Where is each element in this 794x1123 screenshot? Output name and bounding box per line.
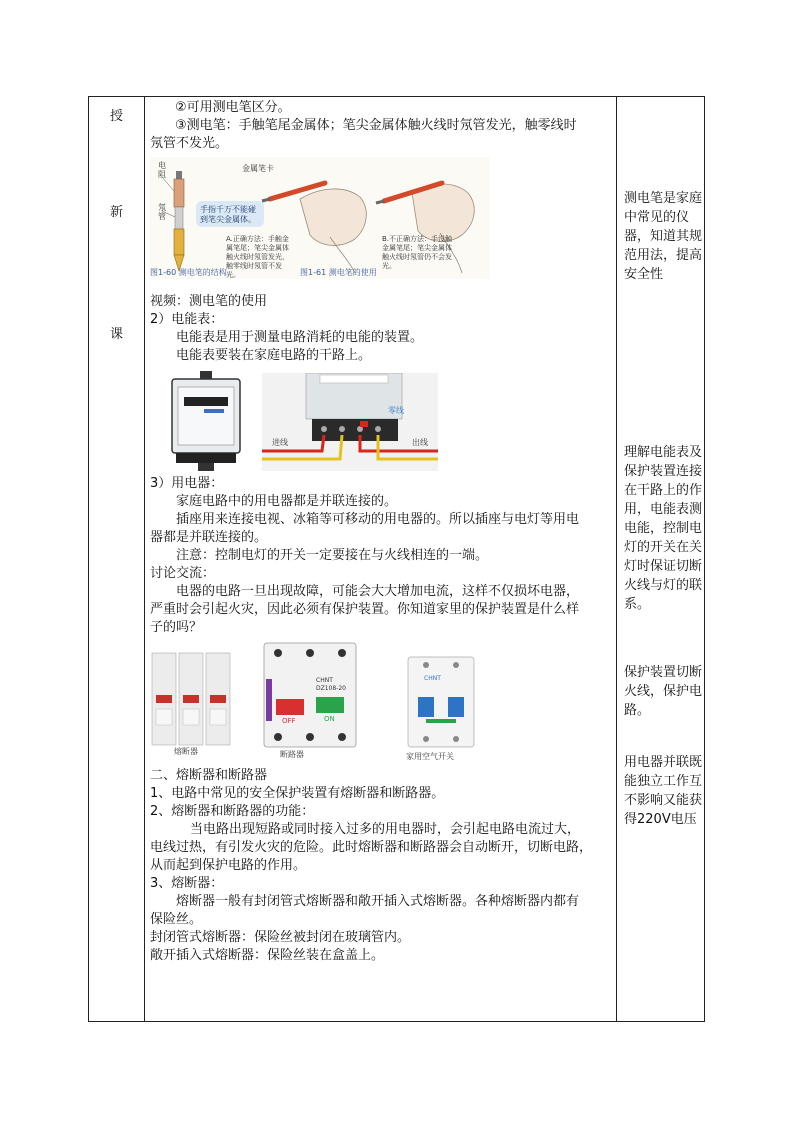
breaker-brand: CHNT	[316, 677, 333, 684]
air-switch-photo	[394, 653, 488, 763]
caption-correct: A.正确方法：手触金属笔尾；笔尖金属体触火线时氖管发光，触零线时氖管不发光。	[226, 235, 289, 279]
text-line: 视频：测电笔的使用	[150, 294, 268, 309]
note-test-pen: 测电笔是家庭中常见的仪器，知道其规范用法，提高安全性	[624, 191, 703, 282]
note-parallel: 用电器并联既能独立工作互不影响又能获得220V电压	[624, 755, 703, 827]
label-metal-clip: 金属笔卡	[242, 164, 274, 173]
text-line: ③测电笔：手触笔尾金属体；笔尖金属体触火线时氖管发光，触零线时	[175, 118, 577, 133]
section-heading: 二、熔断器和断路器	[150, 768, 268, 783]
text-line: 2、熔断器和断路器的功能：	[150, 804, 315, 819]
text-line: 敞开插入式熔断器：保险丝装在盒盖上。	[150, 948, 385, 963]
left-char-2: 新	[109, 205, 123, 220]
left-column	[89, 97, 144, 1021]
warning-bubble: 手指千万不能碰到笔尖金属体。	[200, 205, 256, 224]
air-switch-brand: CHNT	[424, 675, 441, 682]
text-line: 1、电路中常见的安全保护装置有熔断器和断路器。	[150, 786, 445, 801]
left-char-1: 授	[109, 109, 123, 124]
caption-incorrect: B.不正确方法：手没触金属笔尾；笔尖金属体触火线时氖管仍不会发光。	[382, 235, 453, 270]
label-nanguan: 氖管	[158, 203, 166, 221]
off-label: OFF	[282, 717, 296, 725]
text-line: 器都是并联连接的。	[150, 530, 268, 545]
fuse-photo	[150, 649, 234, 755]
content-column	[144, 97, 617, 1021]
electric-meter-photo	[168, 371, 244, 471]
text-line: ②可用测电笔区分。	[175, 100, 291, 115]
note-meter: 理解电能表及保护装置连接在干路上的作用，电能表测电能，控制电灯的开关在关灯时保证切断火线与灯的联系。	[624, 445, 703, 612]
text-line: 熔断器一般有封闭管式熔断器和敞开插入式熔断器。各种熔断器内都有	[176, 894, 580, 909]
text-line: 电能表是用于测量电路消耗的电能的装置。	[176, 330, 424, 345]
text-line: 家庭电路中的用电器都是并联连接的。	[176, 494, 398, 509]
breaker-caption: 断路器	[280, 750, 304, 759]
text-line: 电能表要装在家庭电路的干路上。	[176, 348, 372, 363]
breaker-model: DZ108-20	[316, 685, 346, 692]
lesson-table	[88, 96, 705, 1022]
left-char-3: 课	[109, 327, 123, 342]
text-line: 3、熔断器：	[150, 876, 224, 891]
text-line: 讨论交流：	[150, 566, 216, 581]
fig-1-60-caption: 图1-60 测电笔的结构	[150, 268, 227, 277]
on-label: ON	[324, 715, 335, 723]
text-line: 注意：控制电灯的开关一定要接在与火线相连的一端。	[176, 548, 489, 563]
text-line: 保险丝。	[150, 912, 203, 927]
text-line: 子的吗？	[150, 620, 203, 635]
text-line: 2）电能表：	[150, 312, 224, 327]
text-line: 从而起到保护电路的作用。	[150, 858, 307, 873]
test-pen-figure	[150, 157, 490, 279]
breaker-photo	[260, 641, 360, 759]
label-incoming: 进线	[272, 438, 288, 447]
text-line: 电器的电路一旦出现故障，可能会大大增加电流，这样不仅损坏电器，	[176, 584, 580, 599]
fuse-caption: 熔断器	[174, 747, 198, 755]
meter-wiring-photo	[262, 373, 438, 471]
note-protection: 保护装置切断火线，保护电路。	[624, 665, 703, 718]
text-line: 电线过热，有引发火灾的危险。此时熔断器和断路器会自动断开，切断电路，	[150, 840, 593, 855]
text-line: 插座用来连接电视、冰箱等可移动的用电器的。所以插座与电灯等用电	[176, 512, 580, 527]
notes-column	[617, 97, 705, 1021]
air-switch-caption: 家用空气开关	[406, 752, 454, 761]
fig-1-61-caption: 图1-61 测电笔的使用	[300, 268, 377, 277]
text-line: 封闭管式熔断器：保险丝被封闭在玻璃管内。	[150, 930, 411, 945]
text-line: 严重时会引起火灾，因此必须有保护装置。你知道家里的保护装置是什么样	[150, 602, 580, 617]
label-dianzu: 电阻	[158, 161, 166, 179]
text-line: 3）用电器：	[150, 476, 224, 491]
label-neutral: 零线	[388, 406, 404, 415]
label-outgoing: 出线	[412, 438, 428, 447]
text-line: 氖管不发光。	[150, 136, 229, 151]
text-line: 当电路出现短路或同时接入过多的用电器时，会引起电路电流过大，	[190, 822, 581, 837]
